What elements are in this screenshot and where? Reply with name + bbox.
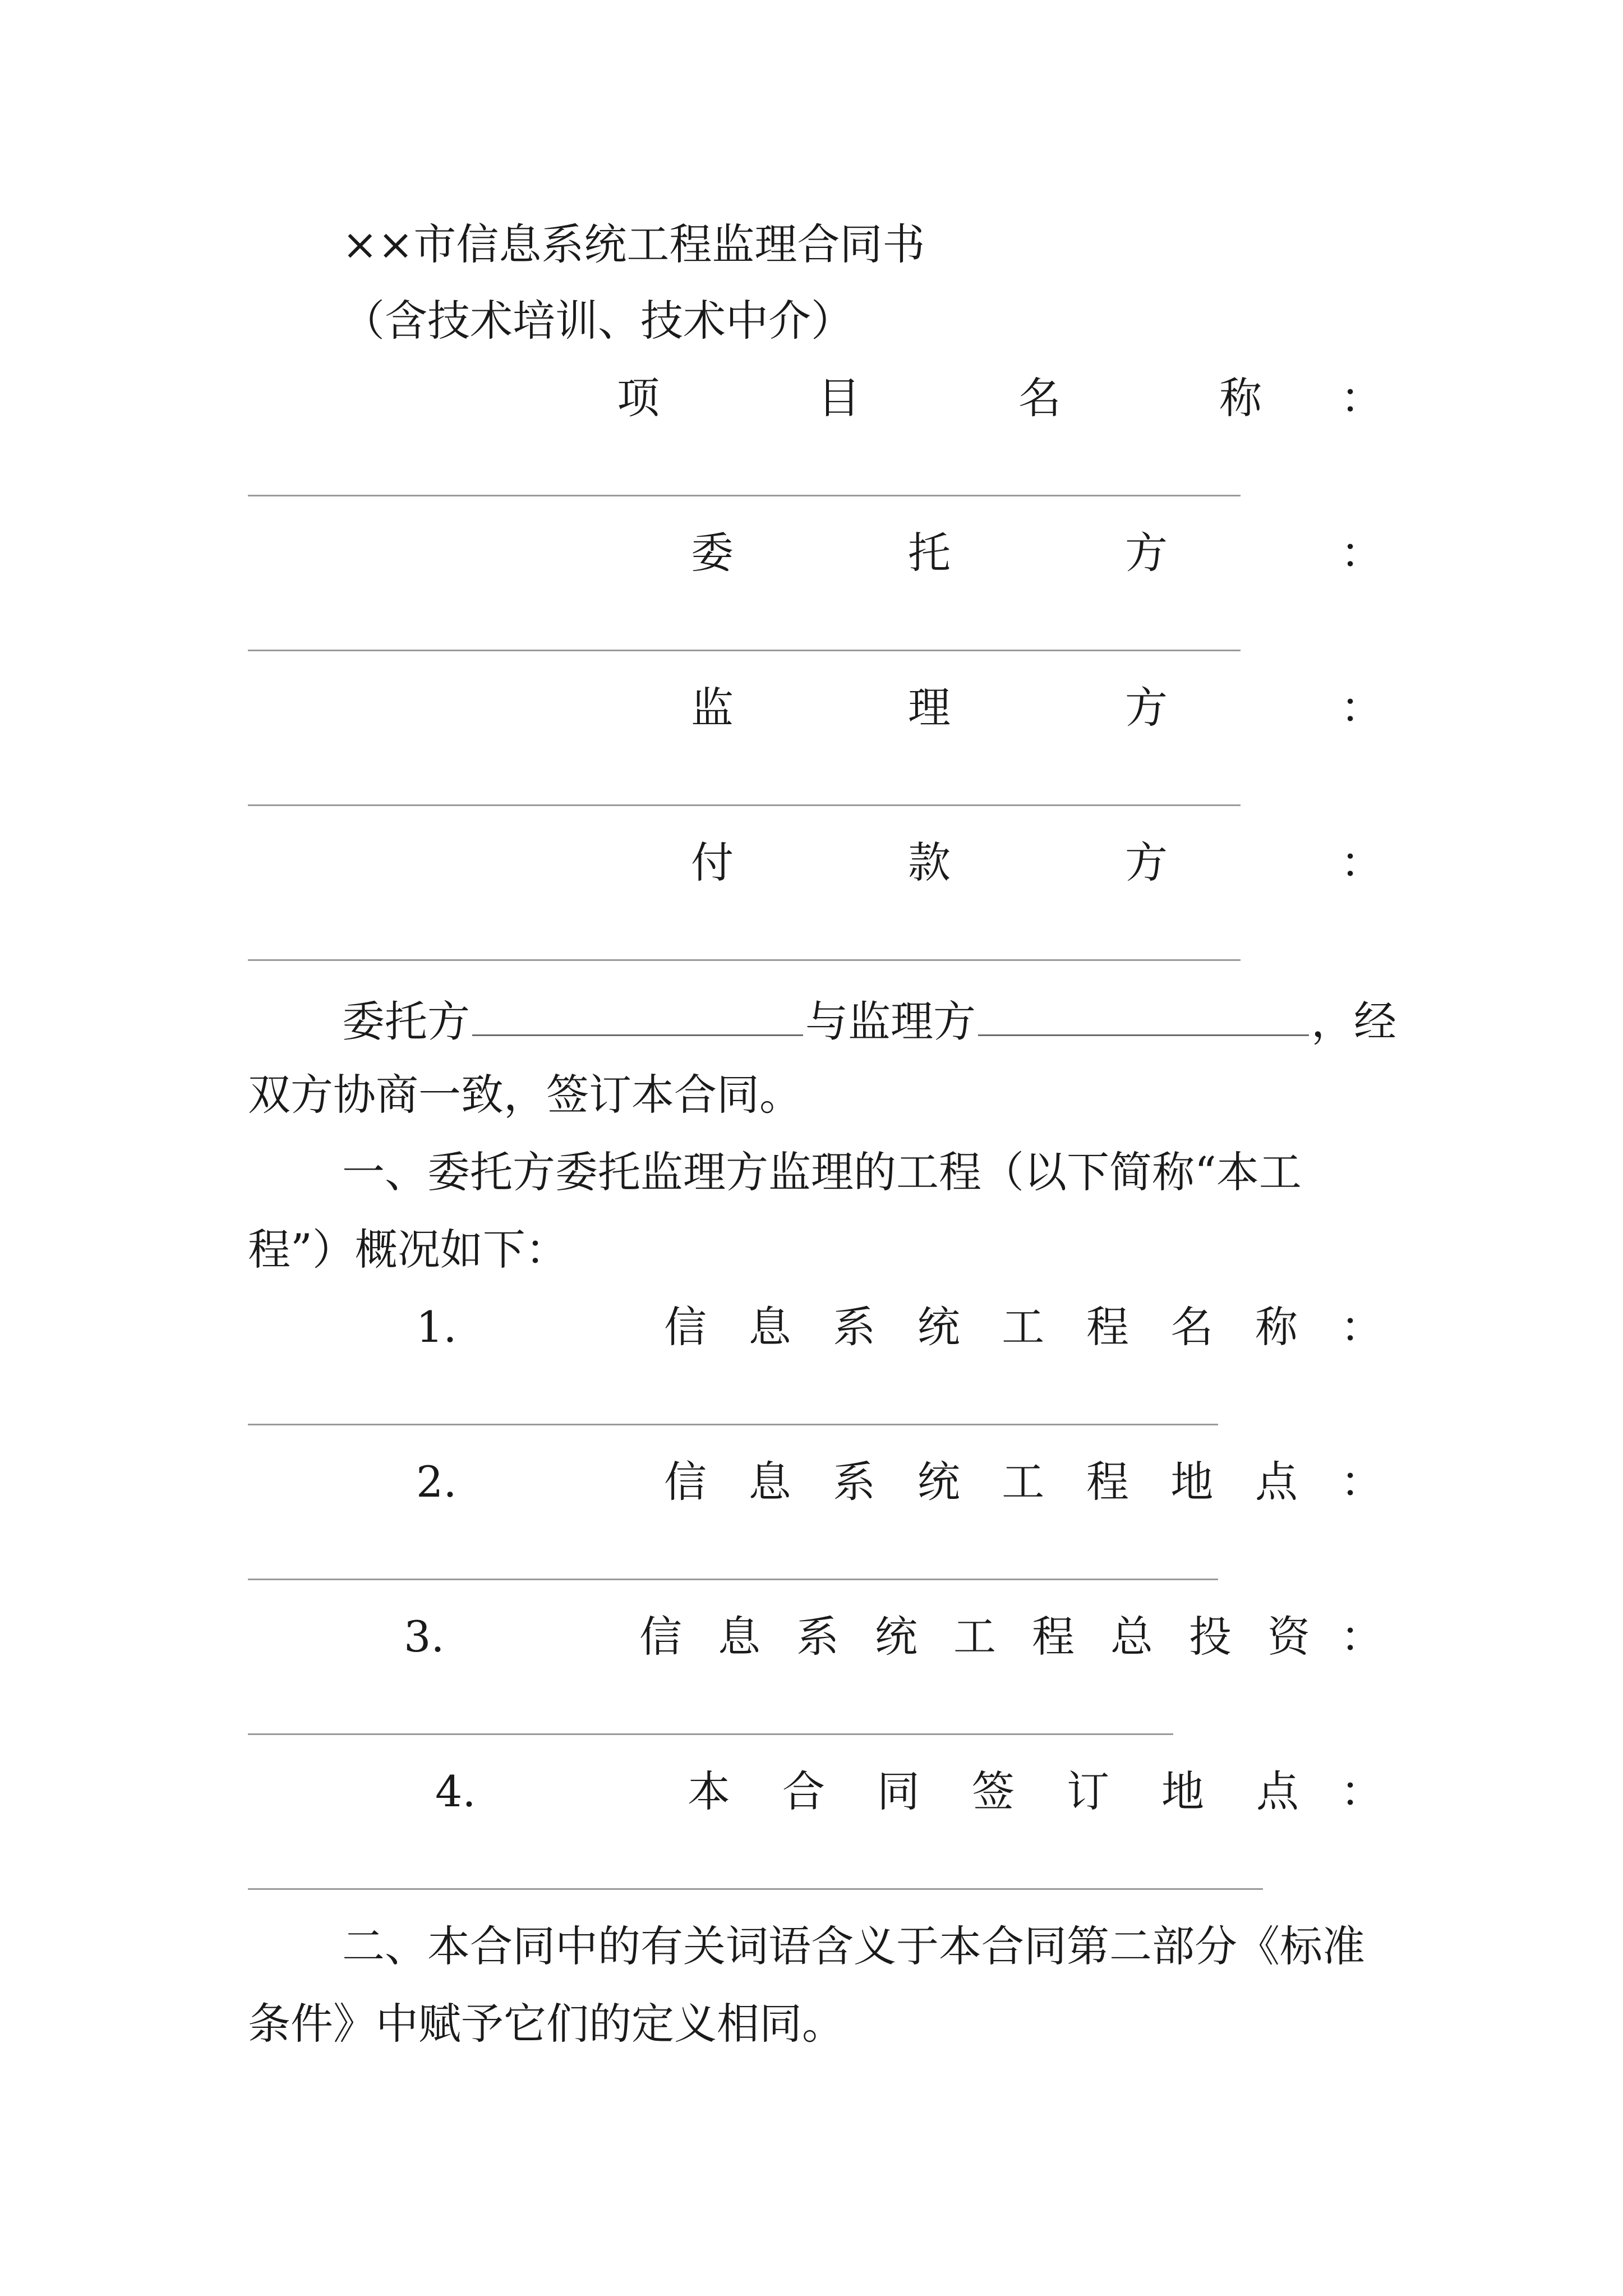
field-char: 监 [691,683,734,733]
field-char: 方 [1125,528,1168,578]
item-char: 信 [639,1612,682,1662]
field-colon: ： [1340,528,1383,578]
item-colon: ： [1340,1766,1383,1816]
field-char: 方 [1125,683,1168,733]
field-supervisor [691,683,1168,733]
fill-line [248,1424,1218,1425]
field-char: 称 [1219,373,1262,423]
field-char: 付 [691,838,734,887]
item-char: 同 [877,1766,920,1816]
item-char: 程 [1086,1457,1129,1507]
clause-1-line-1: 一、委托方委托监理方监理的工程（以下简称“本工 [342,1147,1302,1197]
item-char: 息 [748,1302,791,1352]
item-char: 地 [1161,1766,1204,1816]
field-colon: ： [1340,373,1383,423]
field-payer [691,838,1168,887]
item-char: 系 [796,1612,839,1662]
clause-2-line-2: 条件》中赋予它们的定义相同。 [248,1999,845,2049]
item-char: 地 [1170,1457,1214,1507]
item-char: 点 [1256,1766,1299,1816]
item-char: 系 [833,1302,876,1352]
item-char: 工 [953,1612,996,1662]
item-char: 资 [1267,1612,1310,1662]
fill-line [248,804,1241,806]
item-char: 统 [917,1457,960,1507]
intro-part-2: 与监理方 [805,996,976,1047]
item-char: 本 [688,1766,730,1816]
field-colon: ： [1340,838,1383,887]
item-char: 名 [1170,1302,1214,1352]
item-number: 4. [435,1766,476,1816]
field-char: 名 [1018,373,1061,423]
fill-line [248,1888,1263,1890]
clause-2-line-1: 二、本合同中的有关词语含义于本合同第二部分《标准 [342,1921,1365,1971]
fill-line [248,650,1241,651]
field-char: 委 [691,528,734,578]
fill-line [248,1733,1173,1735]
item-char: 工 [1002,1302,1045,1352]
item-char: 统 [917,1302,960,1352]
item-number: 1. [416,1302,457,1352]
item-char: 总 [1110,1612,1153,1662]
item-char: 订 [1067,1766,1109,1816]
item-char: 点 [1255,1457,1298,1507]
field-char: 项 [617,373,660,423]
intro-line-1 [342,996,1396,1047]
item-char: 投 [1189,1612,1232,1662]
intro-line-2: 双方协商一致，签订本合同。 [248,1070,802,1120]
field-char: 目 [818,373,860,423]
clause-1-line-2: 程”）概况如下： [248,1225,568,1274]
document-title: ××市信息系统工程监理合同书 [342,219,925,269]
intro-part-3: ，经 [1311,996,1396,1047]
item-char: 信 [664,1457,707,1507]
item-char: 程 [1032,1612,1075,1662]
item-colon: ： [1340,1302,1383,1352]
item-char: 合 [782,1766,825,1816]
item-char: 息 [748,1457,791,1507]
item-number: 3. [404,1612,445,1662]
field-client [691,528,1168,578]
fill-line [248,495,1241,496]
item-3-label [639,1612,1310,1662]
item-number: 2. [416,1457,457,1507]
item-1-label [664,1302,1298,1352]
item-colon: ： [1340,1457,1383,1507]
field-project-name [617,373,1262,423]
item-char: 工 [1002,1457,1045,1507]
item-char: 称 [1255,1302,1298,1352]
item-char: 程 [1086,1302,1129,1352]
item-char: 统 [875,1612,917,1662]
document-subtitle: （含技术培训、技术中介） [342,296,854,346]
item-4-label [688,1766,1299,1816]
blank-client [472,996,803,1036]
item-colon: ： [1340,1612,1383,1662]
item-char: 系 [833,1457,876,1507]
item-char: 息 [718,1612,760,1662]
fill-line [248,1579,1218,1580]
fill-line [248,959,1241,961]
field-colon: ： [1340,683,1383,733]
field-char: 理 [908,683,951,733]
item-2-label [664,1457,1298,1507]
item-char: 签 [972,1766,1015,1816]
intro-part-1: 委托方 [342,996,470,1047]
field-char: 款 [908,838,951,887]
blank-supervisor [978,996,1309,1036]
field-char: 方 [1125,838,1168,887]
field-char: 托 [908,528,951,578]
item-char: 信 [664,1302,707,1352]
